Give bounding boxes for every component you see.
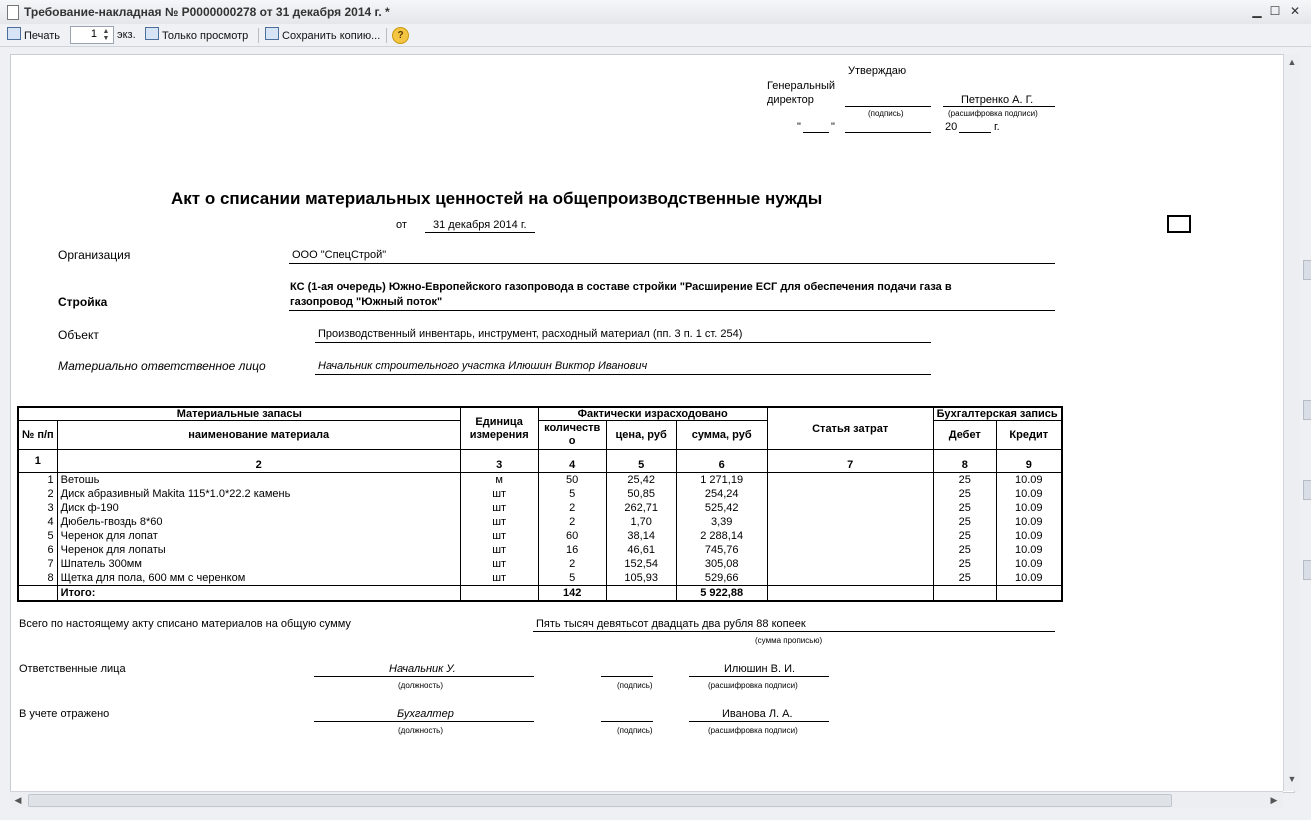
cell-sum: 1 271,19 <box>676 473 767 488</box>
total-text: Всего по настоящему акту списано материалов на общую сумму <box>19 618 351 630</box>
document-date: 31 декабря 2014 г. <box>433 219 527 231</box>
cell-name: Дюбель-гвоздь 8*60 <box>57 515 460 529</box>
column-number: 3 <box>460 450 538 473</box>
responsible-name-line <box>689 676 829 677</box>
header-accounting: Бухгалтерская запись <box>933 407 1061 421</box>
accountant-name: Иванова Л. А. <box>722 708 793 720</box>
window-titlebar <box>0 0 1311 25</box>
scroll-left-icon[interactable]: ◀ <box>14 795 22 805</box>
accountant-name-line <box>689 721 829 722</box>
organization-line <box>289 263 1055 264</box>
site-label: Стройка <box>58 295 108 309</box>
cell-price: 152,54 <box>606 557 676 571</box>
header-actual: Фактически израсходовано <box>538 407 767 421</box>
total-row <box>18 586 1062 602</box>
header-unit: Единица измерения <box>460 407 538 450</box>
approver-position-line1: Генеральный <box>767 80 836 92</box>
responsible-persons-label: Ответственные лица <box>19 663 126 675</box>
print-button[interactable] <box>7 27 60 43</box>
side-tab[interactable] <box>1303 560 1311 580</box>
help-icon[interactable]: ? <box>392 27 409 44</box>
cell-price: 1,70 <box>606 515 676 529</box>
cell-cost <box>767 515 933 529</box>
column-number: 8 <box>933 450 996 473</box>
date-prefix: от <box>396 219 407 231</box>
column-number: 7 <box>767 450 933 473</box>
cell-cost <box>767 571 933 586</box>
date-day-line <box>803 132 829 133</box>
vertical-scrollbar[interactable] <box>1283 54 1300 791</box>
header-num: № п/п <box>18 421 57 450</box>
cell-price: 262,71 <box>606 501 676 515</box>
site-value-line2: газопровод "Южный поток" <box>290 296 443 308</box>
view-only-icon <box>145 27 159 40</box>
document-icon <box>7 5 19 20</box>
cell-unit: шт <box>460 571 538 586</box>
site-value-line1: КС (1-ая очередь) Южно-Европейского газопровода в составе стройки "Расширение ЕСГ для обеспечения подачи газа в <box>290 281 952 293</box>
cell-credit: 10.09 <box>996 529 1061 543</box>
column-number: 1 <box>18 450 57 473</box>
responsible-person-value: Начальник строительного участка Илюшин Виктор Иванович <box>318 360 648 372</box>
header-name: наименование материала <box>57 421 460 450</box>
copies-input[interactable] <box>70 26 114 44</box>
responsible-name: Илюшин В. И. <box>724 663 796 675</box>
table-row <box>18 557 1062 571</box>
side-tab[interactable] <box>1303 480 1311 500</box>
cell-n: 8 <box>18 571 57 586</box>
cell-qty: 5 <box>538 487 606 501</box>
cell-name: Щетка для пола, 600 мм с черенком <box>57 571 460 586</box>
cell-sum: 529,66 <box>676 571 767 586</box>
cell-cost <box>767 529 933 543</box>
maximize-icon[interactable]: ☐ <box>1269 4 1281 18</box>
total-words-line <box>533 631 1055 632</box>
header-credit: Кредит <box>996 421 1061 450</box>
horizontal-scrollbar[interactable] <box>10 791 1283 808</box>
total-label: Итого: <box>57 586 460 602</box>
view-only-label: Только просмотр <box>162 30 249 42</box>
materials-table-body <box>18 473 1062 586</box>
cell-name: Ветошь <box>57 473 460 488</box>
header-materials: Материальные запасы <box>18 407 460 421</box>
side-tab[interactable] <box>1303 400 1311 420</box>
responsible-position-line <box>314 676 534 677</box>
cell-credit: 10.09 <box>996 571 1061 586</box>
cell-sum: 525,42 <box>676 501 767 515</box>
cell-unit: шт <box>460 529 538 543</box>
cell-debit: 25 <box>933 543 996 557</box>
document-sheet <box>10 54 1295 793</box>
cell-unit: шт <box>460 557 538 571</box>
window-title: Требование-накладная № P0000000278 от 31 декабря 2014 г. * <box>24 5 390 19</box>
cell-name: Черенок для лопат <box>57 529 460 543</box>
cell-n: 6 <box>18 543 57 557</box>
header-debit: Дебет <box>933 421 996 450</box>
cell-credit: 10.09 <box>996 557 1061 571</box>
cell-n: 5 <box>18 529 57 543</box>
header-qty-line2: о <box>568 435 576 447</box>
column-number: 2 <box>57 450 460 473</box>
printer-icon <box>7 27 21 40</box>
approver-signature-line <box>845 106 931 107</box>
table-row <box>18 571 1062 586</box>
cell-debit: 25 <box>933 571 996 586</box>
cell-credit: 10.09 <box>996 501 1061 515</box>
object-value: Производственный инвентарь, инструмент, расходный материал (пп. 3 п. 1 ст. 254) <box>318 328 743 340</box>
object-line <box>315 342 931 343</box>
toolbar-separator <box>258 28 259 43</box>
cell-unit: м <box>460 473 538 488</box>
date-quote-close: " <box>831 121 835 133</box>
cell-n: 7 <box>18 557 57 571</box>
total-empty-cell <box>606 586 676 602</box>
close-icon[interactable]: ✕ <box>1289 4 1301 18</box>
cell-qty: 50 <box>538 473 606 488</box>
cell-unit: шт <box>460 501 538 515</box>
cell-sum: 745,76 <box>676 543 767 557</box>
total-words: Пять тысяч девятьсот двадцать два рубля 88 копеек <box>536 618 806 630</box>
print-label: Печать <box>24 30 61 42</box>
view-only-button[interactable] <box>145 27 248 43</box>
cell-sum: 305,08 <box>676 557 767 571</box>
header-price: цена, руб <box>606 421 676 450</box>
header-sum: сумма, руб <box>676 421 767 450</box>
cell-cost <box>767 557 933 571</box>
decode-caption: (расшифровка подписи) <box>948 109 1038 118</box>
approver-name: Петренко А. Г. <box>961 94 1034 106</box>
approve-label: Утверждаю <box>848 65 907 77</box>
total-empty-cell <box>933 586 996 602</box>
cell-qty: 16 <box>538 543 606 557</box>
total-sum: 5 922,88 <box>676 586 767 602</box>
table-row <box>18 515 1062 529</box>
table-row <box>18 529 1062 543</box>
responsible-position: Начальник У. <box>389 663 456 675</box>
responsible-person-label: Материально ответственное лицо <box>58 359 266 373</box>
table-row <box>18 543 1062 557</box>
cell-debit: 25 <box>933 529 996 543</box>
column-number: 6 <box>676 450 767 473</box>
cell-debit: 25 <box>933 501 996 515</box>
column-number: 9 <box>996 450 1061 473</box>
cell-unit: шт <box>460 515 538 529</box>
horizontal-scroll-thumb[interactable] <box>28 794 1172 807</box>
toolbar <box>0 24 1311 47</box>
year-prefix: 20 <box>945 121 958 133</box>
header-qty <box>538 421 606 450</box>
total-empty-cell <box>18 586 57 602</box>
signature-caption: (подпись) <box>868 109 904 118</box>
accountant-position-line <box>314 721 534 722</box>
cell-qty: 2 <box>538 501 606 515</box>
column-number: 5 <box>606 450 676 473</box>
cell-price: 50,85 <box>606 487 676 501</box>
cell-name: Черенок для лопаты <box>57 543 460 557</box>
object-label: Объект <box>58 328 99 342</box>
column-number: 4 <box>538 450 606 473</box>
total-empty-cell <box>996 586 1061 602</box>
cell-credit: 10.09 <box>996 515 1061 529</box>
year-suffix: г. <box>994 121 1000 133</box>
cell-price: 46,61 <box>606 543 676 557</box>
position-caption: (должность) <box>398 681 443 690</box>
cell-qty: 5 <box>538 571 606 586</box>
site-line <box>289 310 1055 311</box>
total-empty-cell <box>460 586 538 602</box>
recorded-label: В учете отражено <box>19 708 110 720</box>
cell-sum: 2 288,14 <box>676 529 767 543</box>
cell-sum: 3,39 <box>676 515 767 529</box>
cell-debit: 25 <box>933 473 996 488</box>
year-line <box>959 132 991 133</box>
cell-price: 38,14 <box>606 529 676 543</box>
header-cost-item: Статья затрат <box>767 407 933 450</box>
cell-debit: 25 <box>933 515 996 529</box>
cell-n: 2 <box>18 487 57 501</box>
side-tab[interactable] <box>1303 260 1311 280</box>
save-copy-button[interactable] <box>265 27 380 43</box>
cell-cost <box>767 473 933 488</box>
cell-cost <box>767 543 933 557</box>
cell-qty: 2 <box>538 557 606 571</box>
words-caption: (сумма прописью) <box>755 636 823 645</box>
date-month-line <box>845 132 931 133</box>
table-row <box>18 473 1062 488</box>
approver-name-line <box>943 106 1055 107</box>
page-title: Акт о списании материальных ценностей на общепроизводственные нужды <box>171 189 823 208</box>
spinner-arrows-icon[interactable]: ▲ ▼ <box>102 28 110 42</box>
approver-position-line2: директор <box>767 94 814 106</box>
cell-credit: 10.09 <box>996 543 1061 557</box>
cell-cost <box>767 501 933 515</box>
table-row <box>18 501 1062 515</box>
scroll-right-icon[interactable]: ▶ <box>1270 795 1278 805</box>
responsible-signature-line <box>601 676 653 677</box>
save-icon <box>265 27 279 40</box>
decode-caption: (расшифровка подписи) <box>708 681 798 690</box>
total-empty-cell <box>767 586 933 602</box>
scroll-down-icon[interactable]: ▼ <box>1287 774 1297 784</box>
cell-name: Диск абразивный Makita 115*1.0*22.2 камень <box>57 487 460 501</box>
toolbar-separator <box>386 28 387 43</box>
cell-qty: 2 <box>538 515 606 529</box>
date-quote-open: " <box>797 121 801 133</box>
cell-qty: 60 <box>538 529 606 543</box>
checkbox-box <box>1167 215 1191 233</box>
document-date-line <box>425 232 535 233</box>
organization-label: Организация <box>58 248 131 262</box>
cell-sum: 254,24 <box>676 487 767 501</box>
minimize-icon[interactable]: ▁ <box>1252 4 1262 18</box>
accountant-signature-line <box>601 721 653 722</box>
responsible-person-line <box>315 374 931 375</box>
cell-name: Шпатель 300мм <box>57 557 460 571</box>
copies-value: 1 <box>90 28 97 40</box>
cell-cost <box>767 487 933 501</box>
cell-unit: шт <box>460 487 538 501</box>
cell-debit: 25 <box>933 487 996 501</box>
accountant-position: Бухгалтер <box>397 708 454 720</box>
cell-name: Диск ф-190 <box>57 501 460 515</box>
side-panel-tabs <box>1303 260 1311 680</box>
cell-n: 1 <box>18 473 57 488</box>
signature-caption: (подпись) <box>617 726 653 735</box>
cell-credit: 10.09 <box>996 473 1061 488</box>
cell-unit: шт <box>460 543 538 557</box>
cell-price: 25,42 <box>606 473 676 488</box>
cell-debit: 25 <box>933 557 996 571</box>
scroll-up-icon[interactable]: ▲ <box>1287 57 1297 67</box>
cell-price: 105,93 <box>606 571 676 586</box>
header-qty-line1: количеств <box>544 422 601 434</box>
organization-value: ООО "СпецСтрой" <box>292 249 387 261</box>
signature-caption: (подпись) <box>617 681 653 690</box>
decode-caption: (расшифровка подписи) <box>708 726 798 735</box>
table-row <box>18 487 1062 501</box>
cell-credit: 10.09 <box>996 487 1061 501</box>
total-qty: 142 <box>538 586 606 602</box>
position-caption: (должность) <box>398 726 443 735</box>
copies-unit: экз. <box>117 29 136 41</box>
cell-n: 4 <box>18 515 57 529</box>
cell-n: 3 <box>18 501 57 515</box>
save-copy-label: Сохранить копию... <box>282 30 381 42</box>
materials-table <box>17 406 1063 602</box>
